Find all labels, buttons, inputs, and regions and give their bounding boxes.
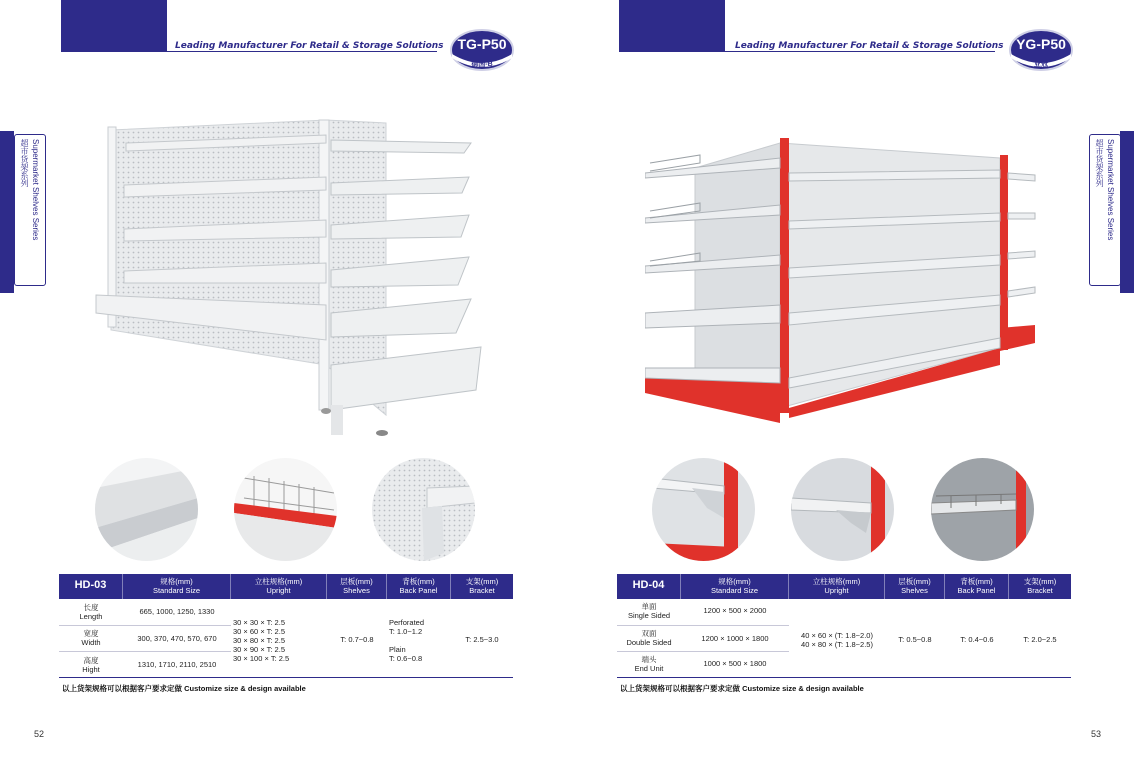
detail-photo-base — [95, 458, 198, 561]
badge-sub: 亚冠 — [1034, 61, 1048, 68]
side-tab — [1120, 131, 1134, 293]
back-panel-value: T: 0.4~0.6 — [960, 635, 994, 644]
header-bracket: 支架(mm) Bracket — [1023, 577, 1057, 595]
bracket-value: T: 2.0~2.5 — [1023, 635, 1057, 644]
row-divider — [617, 625, 789, 626]
bracket-value: T: 2.5~3.0 — [465, 635, 499, 644]
side-label-en: Supermarket Shelves Series — [31, 139, 40, 241]
product-photo-hd04 — [645, 133, 1045, 428]
detail-photo-bracket-2 — [791, 458, 894, 561]
row-size-single-sided: 1200 × 500 × 2000 — [703, 606, 767, 615]
badge-model: YG-P50 — [1016, 36, 1066, 52]
detail-photo-wire-shelf — [931, 458, 1034, 561]
spec-table-header — [59, 574, 513, 599]
table-bottom-rule — [59, 677, 513, 678]
side-label-cn: 超市货架系列 — [1095, 139, 1104, 187]
page-number: 52 — [34, 729, 45, 739]
header-shelves: 层板(mm) Shelves — [327, 574, 387, 599]
detail-photo-pegboard — [372, 458, 475, 561]
badge-sub: 德国-B — [471, 61, 493, 68]
header-rule — [167, 51, 437, 52]
row-label-width: 宽度 Width — [81, 629, 101, 647]
shelves-value: T: 0.5~0.8 — [898, 635, 932, 644]
badge-model: TG-P50 — [457, 36, 507, 52]
header-color-block — [619, 0, 725, 52]
header-color-block — [61, 0, 167, 52]
shelves-value: T: 0.7~0.8 — [340, 635, 374, 644]
side-series-label — [1089, 134, 1121, 286]
side-series-label — [14, 134, 46, 286]
tagline: Leading Manufacturer For Retail & Storage Solutions — [175, 41, 444, 51]
table-model: HD-03 — [59, 574, 123, 599]
header-back-panel: 背板(mm) Back Panel — [945, 574, 1009, 599]
side-label-cn: 超市货架系列 — [20, 139, 29, 187]
header-upright: 立柱规格(mm) Upright — [231, 574, 327, 599]
model-badge — [1008, 28, 1074, 72]
row-label-double-sided: 双面 Double Sided — [626, 629, 672, 647]
detail-photo-wire-basket — [234, 458, 337, 561]
header-back-panel: 背板(mm) Back Panel — [387, 574, 451, 599]
tagline: Leading Manufacturer For Retail & Storage Solutions — [735, 41, 1004, 51]
page-number: 53 — [1091, 729, 1102, 739]
spec-table-header — [617, 574, 1071, 599]
header-shelves: 层板(mm) Shelves — [885, 574, 945, 599]
back-panel-values: Perforated T: 1.0~1.2 Plain T: 0.6~0.8 — [389, 618, 425, 663]
row-label-height: 高度 Hight — [82, 656, 100, 674]
row-size-height: 1310, 1710, 2110, 2510 — [137, 660, 217, 669]
header-rule — [725, 51, 995, 52]
row-label-length: 长度 Length — [79, 603, 103, 621]
row-size-double-sided: 1200 × 1000 × 1800 — [701, 634, 769, 643]
model-badge — [449, 28, 515, 72]
customize-note: 以上货架规格可以根据客户要求定做 Customize size & design available — [620, 684, 864, 693]
header-bracket: 支架(mm) Bracket — [465, 577, 499, 595]
product-photo-hd03 — [86, 115, 486, 440]
header-upright: 立柱规格(mm) Upright — [789, 574, 885, 599]
row-size-length: 665, 1000, 1250, 1330 — [139, 607, 215, 616]
row-divider — [617, 651, 789, 652]
row-divider — [59, 625, 231, 626]
row-label-single-sided: 单面 Single Sided — [627, 602, 671, 620]
row-divider — [59, 651, 231, 652]
side-tab — [0, 131, 14, 293]
right-page — [567, 0, 1134, 775]
row-label-end-unit: 端头 End Unit — [634, 655, 664, 673]
upright-values: 40 × 60 × (T: 1.8~2.0) 40 × 80 × (T: 1.8~2.5) — [801, 631, 873, 649]
header-standard-size: 规格(mm) Standard Size — [123, 574, 231, 599]
row-size-end-unit: 1000 × 500 × 1800 — [703, 659, 767, 668]
table-bottom-rule — [617, 677, 1071, 678]
side-label-en: Supermarket Shelves Series — [1106, 139, 1115, 241]
customize-note: 以上货架规格可以根据客户要求定做 Customize size & design available — [62, 684, 306, 693]
table-model: HD-04 — [617, 574, 681, 599]
row-size-width: 300, 370, 470, 570, 670 — [137, 634, 217, 643]
upright-values: 30 × 30 × T: 2.5 30 × 60 × T: 2.5 30 × 80 × T: 2.5 30 × 90 × T: 2.5 30 × 100 × T: 2.5 — [233, 618, 290, 663]
detail-photo-bracket-1 — [652, 458, 755, 561]
header-standard-size: 规格(mm) Standard Size — [681, 574, 789, 599]
